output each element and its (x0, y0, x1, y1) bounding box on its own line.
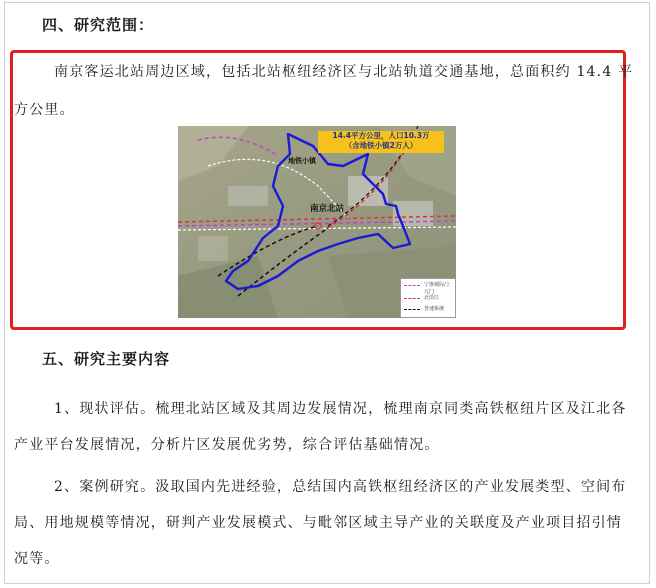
section-heading-scope: 四、研究范围： (42, 16, 155, 34)
callout-area-population: 14.4平方公里，人口10.3万 (332, 131, 430, 140)
item2-line-1: 2、案例研究。汲取国内先进经验，总结国内高铁枢纽经济区的产业发展类型、空间布 (54, 479, 627, 495)
section-heading-content: 五、研究主要内容 (42, 350, 171, 368)
item1-line-1: 1、现状评估。梳理北站区域及其周边发展情况，梳理南京同类高铁枢纽片区及江北各 (54, 401, 627, 417)
item2-line-3: 况等。 (14, 551, 60, 567)
legend-item: 普速系统 (404, 306, 454, 314)
map-label-station: 南京北站 (310, 204, 345, 214)
map-callout (318, 131, 444, 153)
scope-map-image (178, 126, 456, 318)
legend-item: 北沿江 (404, 295, 454, 303)
item2-line-2: 局、用地规模等情况，研判产业发展模式、与毗邻区域主导产业的关联度及产业项目招引情 (14, 515, 622, 531)
legend-item: 宁淮城际/上元门 (404, 282, 454, 290)
item1-line-2: 产业平台发展情况，分析片区发展优劣势，综合评估基础情况。 (14, 437, 440, 453)
map-label-metro-town: 地铁小镇 (288, 157, 316, 165)
callout-note: （含地铁小镇2万人） (344, 141, 418, 150)
map-legend (400, 278, 456, 318)
scope-paragraph-line-2: 方公里。 (14, 102, 75, 118)
scope-paragraph-line-1: 南京客运北站周边区域，包括北站枢纽经济区与北站轨道交通基地，总面积约 14.4 平 (54, 64, 634, 80)
